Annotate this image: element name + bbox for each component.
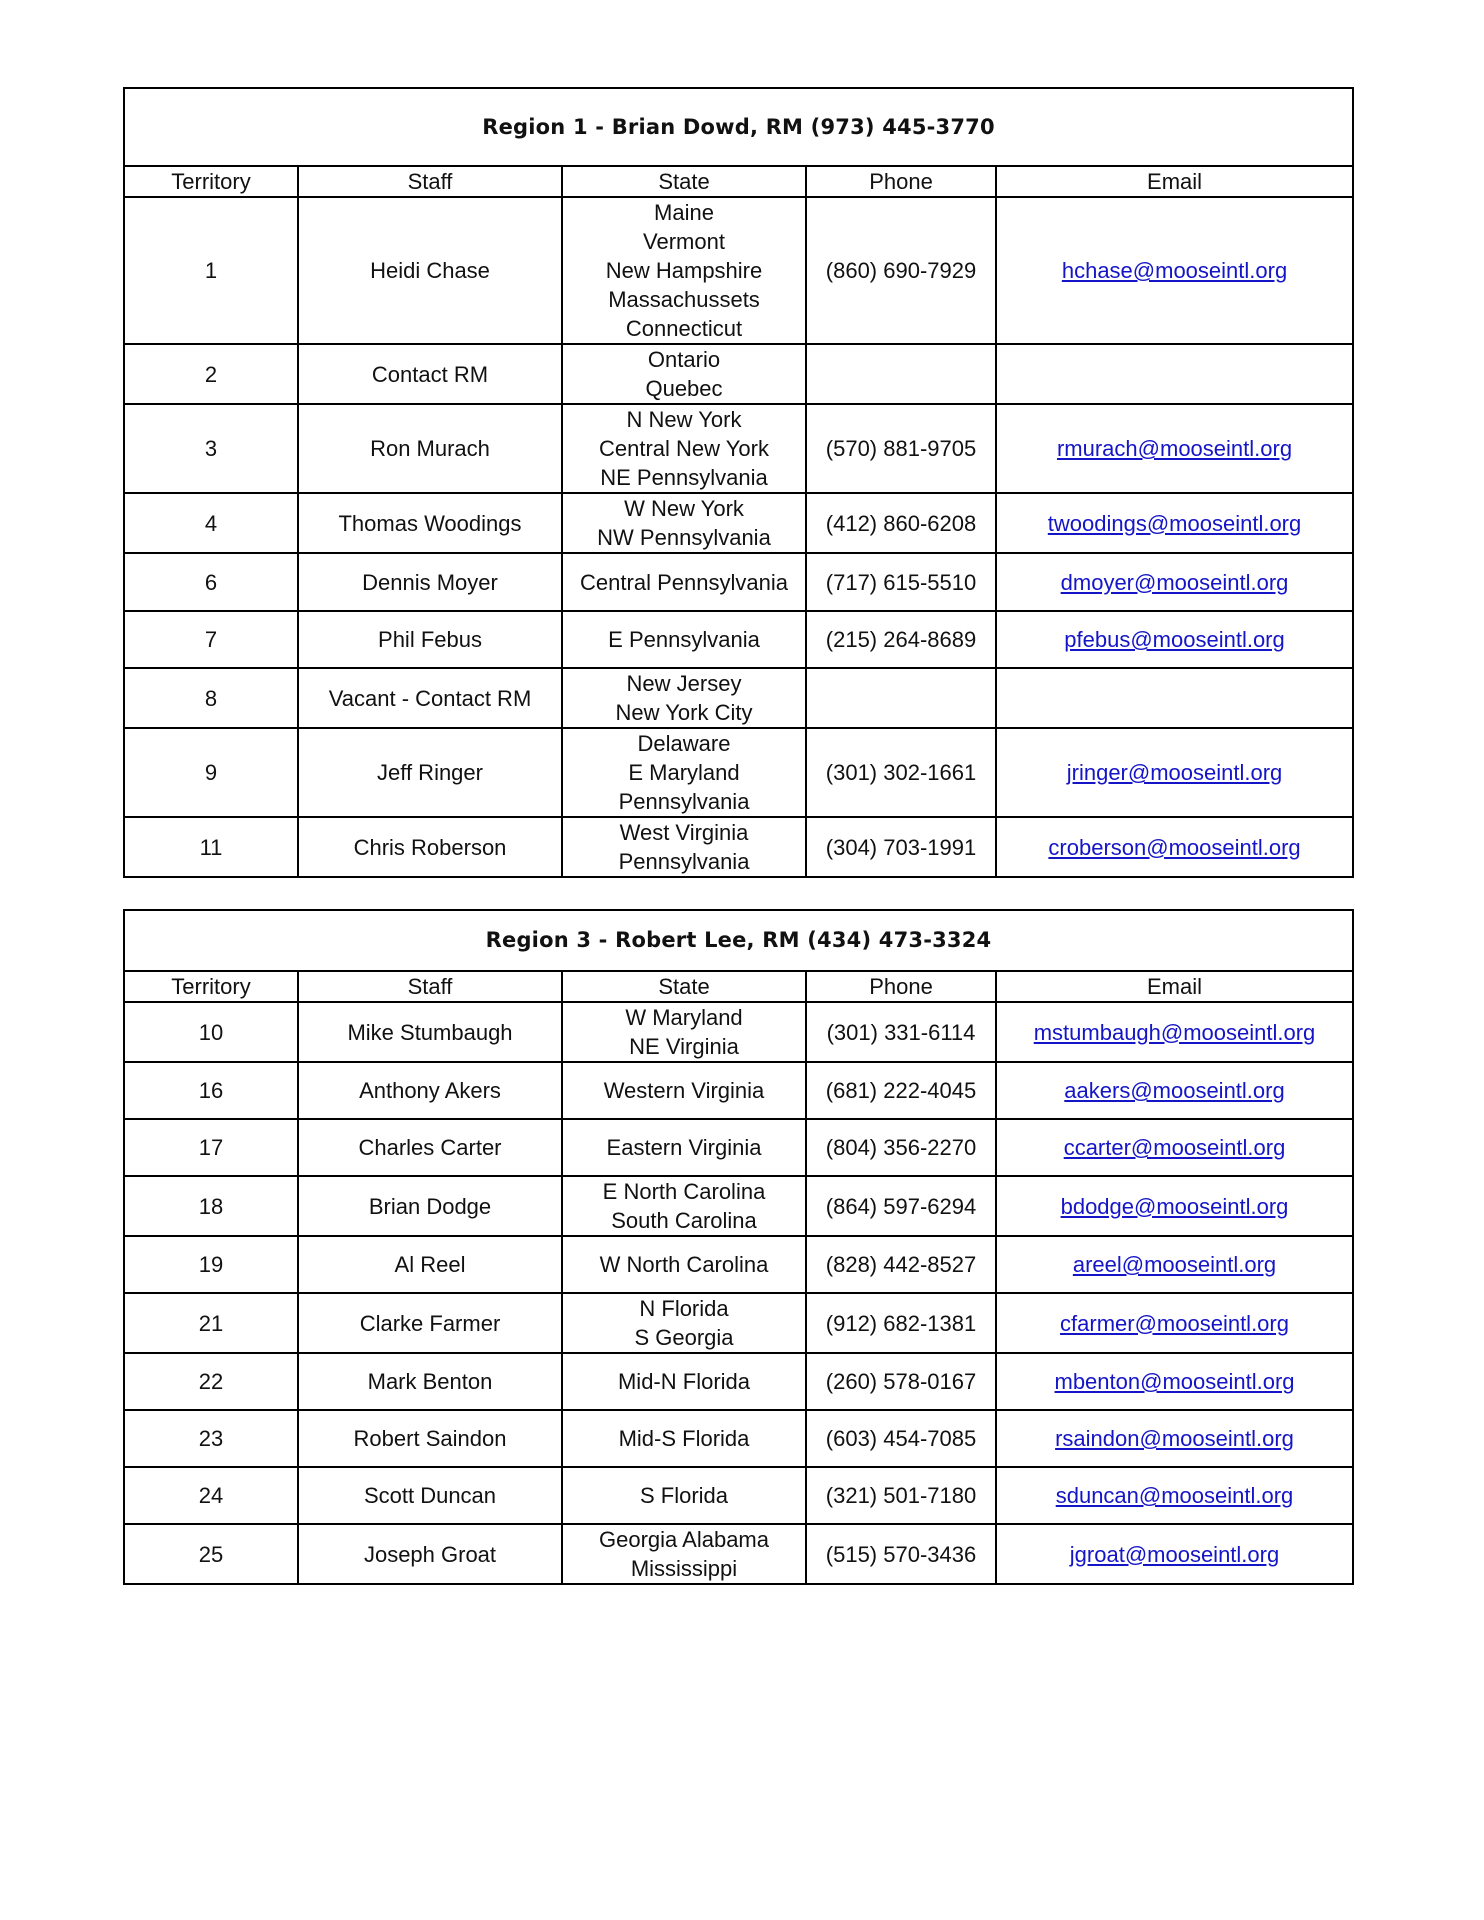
email-cell <box>996 728 1353 817</box>
staff-cell: Vacant - Contact RM <box>298 668 562 728</box>
state-name: Central Pennsylvania <box>580 569 788 595</box>
phone-cell: (215) 264-8689 <box>806 611 996 668</box>
state-cell <box>562 1062 806 1119</box>
state-name: Eastern Virginia <box>606 1135 762 1160</box>
territory-cell: 11 <box>124 817 298 877</box>
email-cell <box>996 1467 1353 1524</box>
state-name: New Hampshire <box>605 258 763 283</box>
staff-cell: Phil Febus <box>298 611 562 668</box>
state-name: E Pennsylvania <box>608 627 760 652</box>
state-name: W Maryland <box>625 1005 743 1030</box>
staff-cell: Dennis Moyer <box>298 553 562 611</box>
state-cell <box>562 493 806 553</box>
table-row <box>124 1410 1353 1467</box>
email-link[interactable]: jringer@mooseintl.org <box>1066 760 1283 785</box>
state-cell <box>562 1410 806 1467</box>
email-cell <box>996 344 1353 404</box>
state-name: Western Virginia <box>603 1078 765 1103</box>
email-link[interactable]: mstumbaugh@mooseintl.org <box>1033 1019 1316 1045</box>
state-cell <box>562 611 806 668</box>
state-name: NE Virginia <box>629 1034 739 1059</box>
email-link[interactable]: bdodge@mooseintl.org <box>1060 1193 1289 1219</box>
email-link[interactable]: pfebus@mooseintl.org <box>1064 627 1285 652</box>
staff-cell: Contact RM <box>298 344 562 404</box>
email-link[interactable]: areel@mooseintl.org <box>1072 1252 1277 1277</box>
email-link[interactable]: sduncan@mooseintl.org <box>1055 1483 1294 1508</box>
territory-cell: 1 <box>124 197 298 344</box>
state-name: E Maryland Pennsylvania <box>618 760 750 814</box>
column-header-state: State <box>562 971 806 1002</box>
phone-cell: (717) 615-5510 <box>806 553 996 611</box>
state-cell <box>562 553 806 611</box>
email-cell <box>996 1293 1353 1353</box>
staff-cell: Joseph Groat <box>298 1524 562 1584</box>
staff-cell: Mike Stumbaugh <box>298 1002 562 1062</box>
staff-cell: Clarke Farmer <box>298 1293 562 1353</box>
staff-cell: Charles Carter <box>298 1119 562 1176</box>
region-title: Region 3 - Robert Lee, RM (434) 473-3324 <box>124 910 1353 971</box>
table-row <box>124 1002 1353 1062</box>
territory-cell: 16 <box>124 1062 298 1119</box>
table-row <box>124 344 1353 404</box>
state-cell <box>562 197 806 344</box>
column-header-staff: Staff <box>298 971 562 1002</box>
phone-cell: (321) 501-7180 <box>806 1467 996 1524</box>
territory-cell: 10 <box>124 1002 298 1062</box>
territory-cell: 19 <box>124 1236 298 1293</box>
region-3-table <box>123 909 1354 1585</box>
staff-cell: Robert Saindon <box>298 1410 562 1467</box>
state-name: NE Pennsylvania <box>600 465 768 490</box>
state-cell <box>562 1176 806 1236</box>
state-cell <box>562 404 806 493</box>
table-row <box>124 1467 1353 1524</box>
column-header-phone: Phone <box>806 971 996 1002</box>
email-link[interactable]: mbenton@mooseintl.org <box>1054 1369 1295 1394</box>
territory-cell: 21 <box>124 1293 298 1353</box>
state-name: NW Pennsylvania <box>597 525 771 550</box>
phone-cell: (412) 860-6208 <box>806 493 996 553</box>
email-cell <box>996 611 1353 668</box>
state-name: Mid-N Florida <box>617 1369 751 1394</box>
state-name: W New York <box>624 496 744 521</box>
staff-cell: Jeff Ringer <box>298 728 562 817</box>
state-name: N New York <box>626 407 742 432</box>
territory-cell: 24 <box>124 1467 298 1524</box>
table-row <box>124 1119 1353 1176</box>
territory-cell: 8 <box>124 668 298 728</box>
staff-cell: Anthony Akers <box>298 1062 562 1119</box>
state-cell <box>562 668 806 728</box>
email-cell <box>996 817 1353 877</box>
territory-cell: 9 <box>124 728 298 817</box>
email-link[interactable]: croberson@mooseintl.org <box>1048 834 1301 860</box>
state-name: Connecticut <box>625 316 743 341</box>
territory-cell: 17 <box>124 1119 298 1176</box>
territory-cell: 18 <box>124 1176 298 1236</box>
region-title: Region 1 - Brian Dowd, RM (973) 445-3770 <box>124 88 1353 166</box>
state-name: South Carolina <box>611 1208 757 1233</box>
state-name: Quebec <box>645 376 723 401</box>
state-name: Mississippi <box>630 1556 738 1581</box>
state-name: Mid-S Florida <box>618 1426 750 1451</box>
table-row <box>124 668 1353 728</box>
state-cell <box>562 1236 806 1293</box>
email-cell <box>996 1119 1353 1176</box>
state-name: E North Carolina <box>602 1179 766 1204</box>
table-row <box>124 404 1353 493</box>
staff-cell: Scott Duncan <box>298 1467 562 1524</box>
table-row <box>124 553 1353 611</box>
staff-cell: Brian Dodge <box>298 1176 562 1236</box>
phone-cell: (681) 222-4045 <box>806 1062 996 1119</box>
email-link[interactable]: hchase@mooseintl.org <box>1061 258 1288 283</box>
table-row <box>124 1293 1353 1353</box>
email-cell <box>996 668 1353 728</box>
state-name: Georgia Alabama <box>599 1527 769 1552</box>
column-header-row <box>124 166 1353 197</box>
table-row <box>124 817 1353 877</box>
territory-cell: 23 <box>124 1410 298 1467</box>
column-header-territory: Territory <box>124 971 298 1002</box>
email-link[interactable]: ccarter@mooseintl.org <box>1063 1135 1286 1160</box>
phone-cell: (804) 356-2270 <box>806 1119 996 1176</box>
email-link[interactable]: aakers@mooseintl.org <box>1064 1078 1285 1103</box>
state-name: Maine <box>654 200 714 225</box>
email-cell <box>996 493 1353 553</box>
email-cell <box>996 1353 1353 1410</box>
state-cell <box>562 728 806 817</box>
state-name: New Jersey <box>626 671 742 696</box>
state-name: Massachussets <box>608 287 760 312</box>
table-row <box>124 1062 1353 1119</box>
state-cell <box>562 1119 806 1176</box>
column-header-territory: Territory <box>124 166 298 197</box>
table-row <box>124 493 1353 553</box>
state-name: Central New York <box>599 436 769 461</box>
table-row <box>124 1524 1353 1584</box>
phone-cell: (304) 703-1991 <box>806 817 996 877</box>
phone-cell: (570) 881-9705 <box>806 404 996 493</box>
email-cell <box>996 197 1353 344</box>
phone-cell: (515) 570-3436 <box>806 1524 996 1584</box>
column-header-email: Email <box>996 971 1353 1002</box>
table-body <box>124 197 1353 877</box>
phone-cell: (864) 597-6294 <box>806 1176 996 1236</box>
email-link[interactable]: twoodings@mooseintl.org <box>1047 510 1302 536</box>
column-header-email: Email <box>996 166 1353 197</box>
column-header-staff: Staff <box>298 166 562 197</box>
state-cell <box>562 1467 806 1524</box>
phone-cell: (260) 578-0167 <box>806 1353 996 1410</box>
staff-cell: Al Reel <box>298 1236 562 1293</box>
table-row <box>124 611 1353 668</box>
state-cell <box>562 1524 806 1584</box>
table-body <box>124 1002 1353 1584</box>
column-header-phone: Phone <box>806 166 996 197</box>
email-cell <box>996 1176 1353 1236</box>
email-cell <box>996 553 1353 611</box>
phone-cell: (603) 454-7085 <box>806 1410 996 1467</box>
state-name: Delaware <box>637 731 731 756</box>
table-row <box>124 728 1353 817</box>
email-cell <box>996 1410 1353 1467</box>
column-header-state: State <box>562 166 806 197</box>
email-cell <box>996 1002 1353 1062</box>
phone-cell: (828) 442-8527 <box>806 1236 996 1293</box>
territory-cell: 4 <box>124 493 298 553</box>
email-cell <box>996 404 1353 493</box>
staff-cell: Ron Murach <box>298 404 562 493</box>
table-row <box>124 1236 1353 1293</box>
phone-cell <box>806 344 996 404</box>
state-name: Vermont <box>643 229 725 254</box>
state-name: New York City <box>615 700 753 725</box>
phone-cell: (912) 682-1381 <box>806 1293 996 1353</box>
state-name: S Georgia <box>634 1325 734 1350</box>
email-cell <box>996 1236 1353 1293</box>
email-link[interactable]: rsaindon@mooseintl.org <box>1055 1426 1294 1451</box>
state-cell <box>562 344 806 404</box>
state-name: S Florida <box>639 1483 729 1508</box>
staff-cell: Heidi Chase <box>298 197 562 344</box>
state-name: N Florida <box>639 1296 729 1321</box>
staff-cell: Thomas Woodings <box>298 493 562 553</box>
state-cell <box>562 1002 806 1062</box>
territory-cell: 7 <box>124 611 298 668</box>
column-header-row <box>124 971 1353 1002</box>
state-cell <box>562 1353 806 1410</box>
email-link[interactable]: rmurach@mooseintl.org <box>1056 436 1293 461</box>
territory-cell: 22 <box>124 1353 298 1410</box>
territory-cell: 2 <box>124 344 298 404</box>
table-row <box>124 197 1353 344</box>
state-name: Ontario <box>647 347 721 372</box>
email-cell <box>996 1524 1353 1584</box>
state-name: Pennsylvania <box>618 849 750 874</box>
email-link[interactable]: cfarmer@mooseintl.org <box>1060 1310 1289 1336</box>
state-name: W North Carolina <box>599 1252 769 1277</box>
email-cell <box>996 1062 1353 1119</box>
state-cell <box>562 1293 806 1353</box>
territory-cell: 25 <box>124 1524 298 1584</box>
phone-cell: (301) 302-1661 <box>806 728 996 817</box>
email-link[interactable]: dmoyer@mooseintl.org <box>1060 569 1289 595</box>
staff-cell: Chris Roberson <box>298 817 562 877</box>
staff-cell: Mark Benton <box>298 1353 562 1410</box>
territory-cell: 6 <box>124 553 298 611</box>
phone-cell: (301) 331-6114 <box>806 1002 996 1062</box>
state-cell <box>562 817 806 877</box>
phone-cell <box>806 668 996 728</box>
region-1-table <box>123 87 1354 878</box>
table-row <box>124 1176 1353 1236</box>
table-row <box>124 1353 1353 1410</box>
phone-cell: (860) 690-7929 <box>806 197 996 344</box>
state-name: West Virginia <box>619 820 749 845</box>
territory-cell: 3 <box>124 404 298 493</box>
email-link[interactable]: jgroat@mooseintl.org <box>1069 1541 1280 1567</box>
